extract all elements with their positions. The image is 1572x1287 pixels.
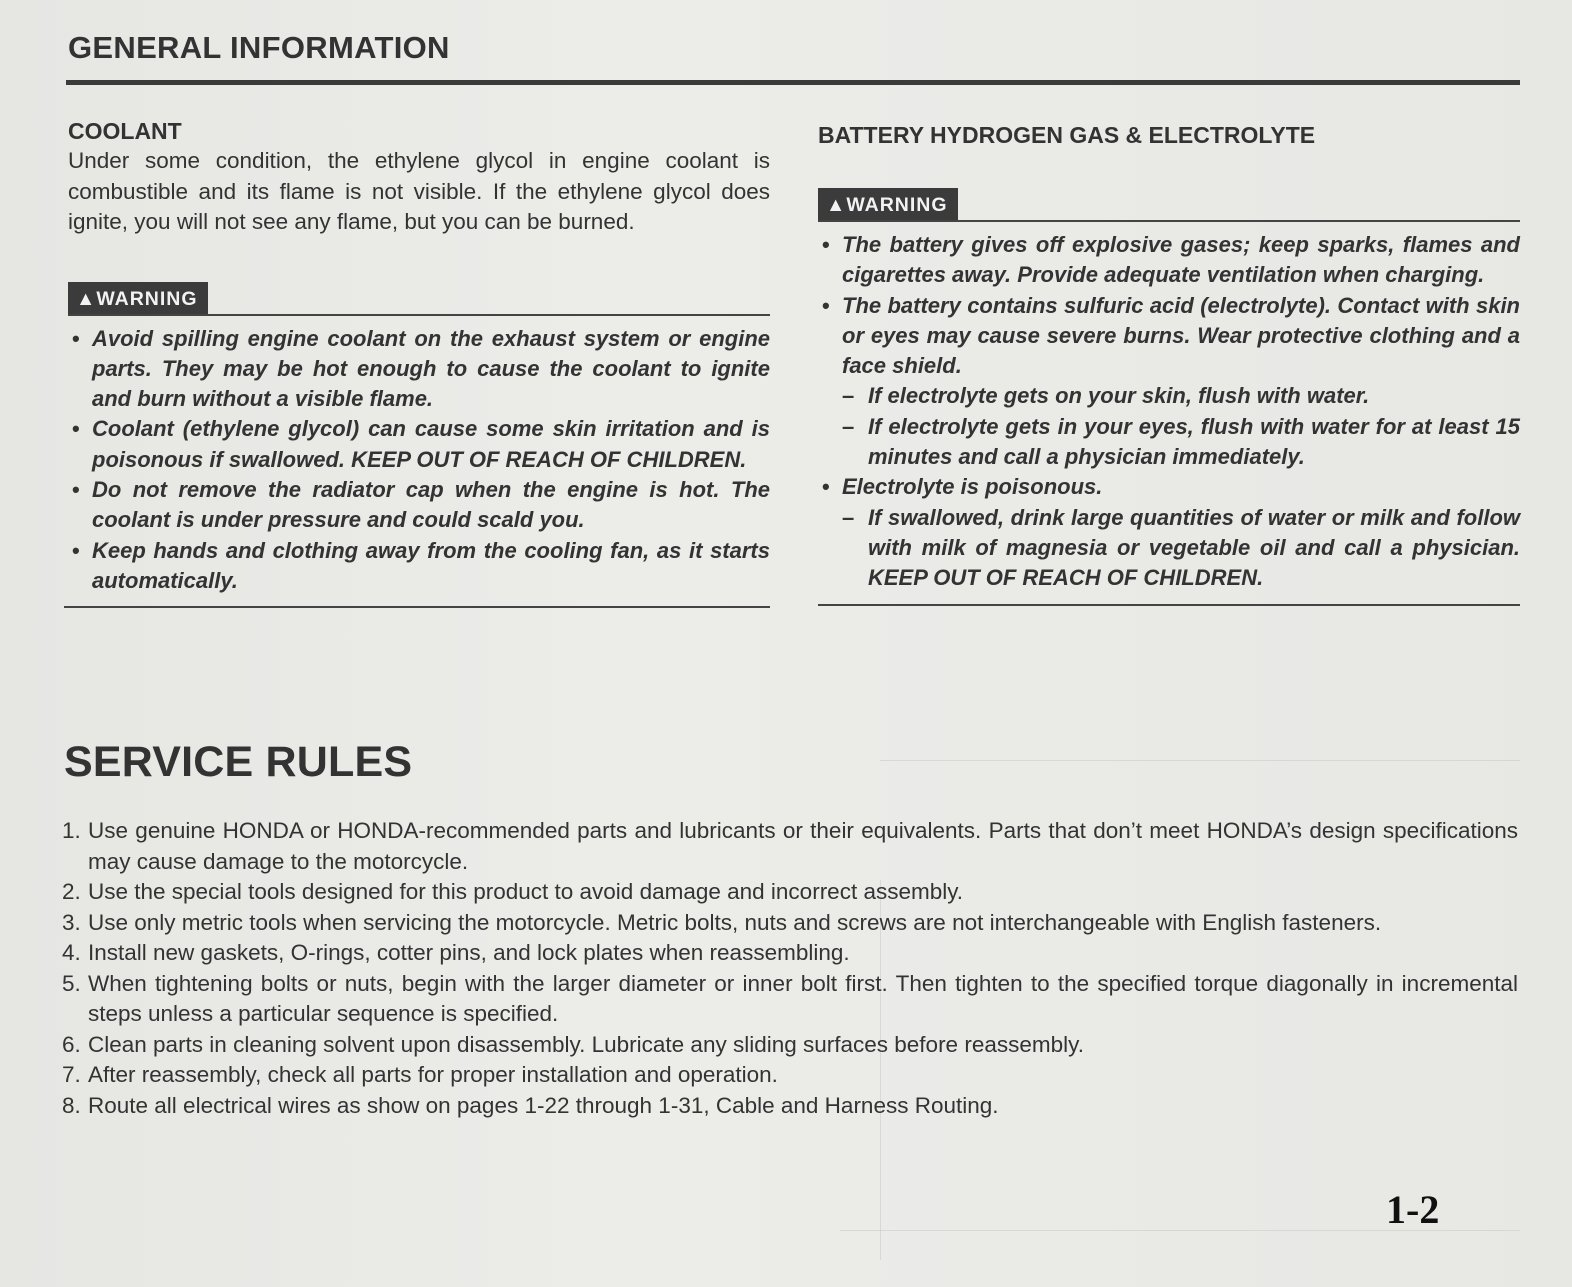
header-rule bbox=[66, 80, 1520, 85]
coolant-end-rule bbox=[64, 606, 770, 608]
list-item bbox=[62, 1030, 1518, 1061]
list-item bbox=[68, 475, 770, 536]
list-item bbox=[62, 969, 1518, 1030]
list-item-text: Coolant (ethylene glycol) can cause some skin irritation and is poisonous if swallowed. KEEP OUT OF REACH OF CHILDREN. bbox=[92, 416, 770, 472]
page-number: 1-2 bbox=[1386, 1187, 1440, 1232]
list-item-text: Keep hands and clothing away from the cooling fan, as it starts automatically. bbox=[92, 537, 770, 593]
list-item bbox=[62, 1091, 1518, 1122]
page-header-title: GENERAL INFORMATION bbox=[68, 30, 450, 65]
list-item bbox=[62, 816, 1518, 877]
bullet-icon: • bbox=[72, 325, 80, 351]
list-item-text: Use the special tools designed for this product to avoid damage and incorrect assembly. bbox=[88, 879, 964, 904]
dash-icon: – bbox=[842, 413, 855, 439]
coolant-paragraph: Under some condition, the ethylene glycol in engine coolant is combustible and its flame is not visible. If the ethylene glycol does ignite, you will not see any flame, but you can be burned. bbox=[68, 148, 770, 234]
bullet-icon: • bbox=[822, 474, 830, 500]
list-item-text: Electrolyte is poisonous. bbox=[842, 474, 1103, 500]
sub-item-text: If electrolyte gets on your skin, flush with water. bbox=[868, 383, 1370, 409]
list-number: 6. bbox=[62, 1031, 81, 1057]
sub-item bbox=[842, 381, 1520, 411]
warning-badge bbox=[68, 282, 208, 316]
warning-triangle-icon: ▲ bbox=[826, 194, 847, 216]
dash-icon: – bbox=[842, 383, 855, 409]
warning-rule bbox=[818, 220, 1520, 222]
list-item-text: Use genuine HONDA or HONDA-recommended parts and lubricants or their equivalents. Parts that don’t meet HONDA’s design specifications may cause damage to the motorcycle. bbox=[88, 818, 1518, 874]
list-number: 8. bbox=[62, 1092, 81, 1118]
list-item-text: Do not remove the radiator cap when the engine is hot. The coolant is under pressure and could scald you. bbox=[92, 476, 770, 533]
sub-item-text: If electrolyte gets in your eyes, flush with water for at least 15 minutes and call a physician immediately. bbox=[868, 413, 1520, 470]
list-number: 5. bbox=[62, 970, 81, 996]
battery-section bbox=[818, 120, 1520, 606]
sub-item bbox=[842, 503, 1520, 594]
sub-item-text: If swallowed, drink large quantities of water or milk and follow with milk of magnesia or vegetable oil and call a physician. KEEP OUT OF REACH OF CHILDREN. bbox=[868, 504, 1520, 591]
coolant-section bbox=[68, 116, 770, 608]
list-item bbox=[818, 291, 1520, 473]
bullet-icon: • bbox=[822, 292, 830, 318]
list-item bbox=[62, 1060, 1518, 1091]
battery-end-rule bbox=[818, 604, 1520, 606]
list-item bbox=[68, 414, 770, 475]
coolant-warning-header bbox=[68, 282, 770, 316]
sub-item bbox=[842, 412, 1520, 473]
battery-warning-list bbox=[818, 230, 1520, 594]
list-number: 4. bbox=[62, 940, 81, 965]
bullet-icon: • bbox=[72, 476, 80, 502]
list-item bbox=[62, 877, 1518, 908]
list-item-text: The battery contains sulfuric acid (electrolyte). Contact with skin or eyes may cause severe burns. Wear protective clothing and a face shield. bbox=[842, 292, 1520, 379]
warning-triangle-icon: ▲ bbox=[76, 287, 97, 310]
coolant-heading: COOLANT bbox=[68, 118, 182, 144]
bullet-icon: • bbox=[72, 537, 80, 563]
warning-rule bbox=[68, 314, 770, 316]
coolant-warning-list bbox=[68, 324, 770, 597]
list-item-text: Clean parts in cleaning solvent upon disassembly. Lubricate any sliding surfaces before reassembly. bbox=[88, 1031, 1084, 1057]
list-item bbox=[68, 536, 770, 597]
list-item-text: Install new gaskets, O-rings, cotter pins, and lock plates when reassembling. bbox=[88, 940, 850, 965]
battery-warning-header bbox=[818, 188, 1520, 222]
list-number: 1. bbox=[62, 818, 81, 843]
list-number: 3. bbox=[62, 909, 81, 935]
service-rules-title: SERVICE RULES bbox=[64, 738, 413, 786]
warning-label: WARNING bbox=[846, 194, 948, 216]
list-number: 2. bbox=[62, 879, 81, 904]
list-item-text: Avoid spilling engine coolant on the exhaust system or engine parts. They may be hot enough to cause the coolant to ignite and burn without a visible flame. bbox=[92, 325, 770, 412]
list-item-text: Route all electrical wires as show on pages 1-22 through 1-31, Cable and Harness Routing. bbox=[88, 1092, 999, 1118]
list-item bbox=[62, 938, 1518, 969]
list-item bbox=[818, 472, 1520, 593]
list-item bbox=[818, 230, 1520, 291]
bleed-line bbox=[880, 760, 1520, 761]
dash-icon: – bbox=[842, 504, 855, 530]
list-item bbox=[68, 324, 770, 415]
list-item-text: After reassembly, check all parts for proper installation and operation. bbox=[88, 1062, 778, 1087]
list-item-text: When tightening bolts or nuts, begin with the larger diameter or inner bolt first. Then tighten to the specified torque diagonally in incremental steps unless a particular sequence is specified. bbox=[88, 970, 1518, 1026]
warning-label: WARNING bbox=[96, 287, 198, 310]
list-item-text: Use only metric tools when servicing the motorcycle. Metric bolts, nuts and screws are not interchangeable with English fasteners. bbox=[88, 909, 1382, 935]
service-rules-list bbox=[62, 816, 1518, 1121]
bullet-icon: • bbox=[72, 416, 80, 442]
list-item-text: The battery gives off explosive gases; keep sparks, flames and cigarettes away. Provide adequate ventilation when charging. bbox=[842, 232, 1520, 288]
battery-heading: BATTERY HYDROGEN GAS & ELECTROLYTE bbox=[818, 122, 1316, 148]
list-item bbox=[62, 908, 1518, 939]
warning-badge bbox=[818, 188, 958, 222]
list-number: 7. bbox=[62, 1062, 81, 1087]
bullet-icon: • bbox=[822, 232, 830, 257]
